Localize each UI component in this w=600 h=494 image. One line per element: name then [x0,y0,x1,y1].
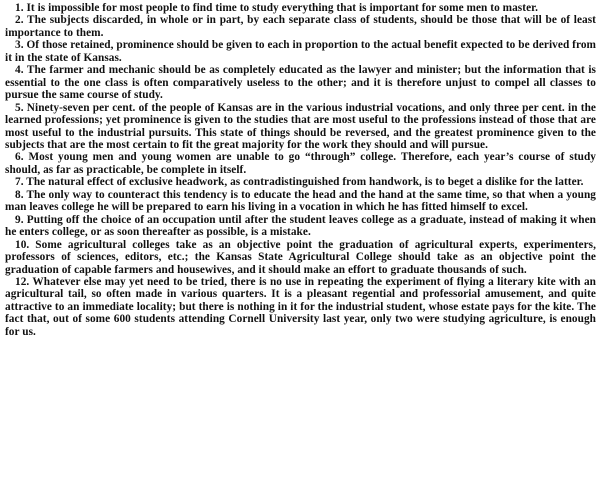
paragraph-8: 8. The only way to counteract this tendency is to educate the head and the hand at the same time, so that when a young man leaves college he will be prepared to earn his living in a vocation in which he has fitted himself to excel. [5,188,596,214]
paragraph-9: 9. Putting off the choice of an occupation until after the student leaves college as a graduate, instead of making it when he enters college, or as soon thereafter as possible, is a mistake. [5,213,596,239]
paragraph-2: 2. The subjects discarded, in whole or in part, by each separate class of students, should be those that will be of least importance to them. [5,14,596,39]
paragraph-10: 10. Some agricultural colleges take as an objective point the graduation of agricultural experts, experimenters, professors of sciences, editors, etc.; the Kansas State Agricultural College should take as an objective point the graduation of capable farmers and housewives, and it should make an effort to graduate thousands of such. [5,238,596,276]
paragraph-1: 1. It is impossible for most people to find time to study everything that is important for some men to master. [15,2,539,14]
paragraph-12: 12. Whatever else may yet need to be tried, there is no use in repeating the experiment of flying a literary kite with an agricultural tail, so often made in various quarters. It is a pleasant regential and professorial amusement, and quite attractive to an immediate locality; but there is nothing in it for the industrial student, whose estate pays for the kite. The fact that, out of some 600 students attending Cornell University last year, only two were studying agriculture, is enough for us. [5,275,596,338]
paragraph-4: 4. The farmer and mechanic should be as completely educated as the lawyer and minister; but the information that is essential to the one class is often comparatively useless to the other; and it is therefore unjust to compel all classes to pursue the same course of study. [5,64,596,102]
paragraph-5: 5. Ninety-seven per cent. of the people of Kansas are in the various industrial vocations, and only three per cent. in the learned professions; yet prominence is given to the studies that are most useful to the professions instead of those that are most useful to the industrial pursuits. This state of things should be reversed, and the greatest prominence given to the subjects that are the most certain to fit the great majority for the work they should and will pursue. [5,101,596,151]
paragraph-7: 7. The natural effect of exclusive headwork, as contradistinguished from handwork, is to beget a dislike for the latter. [15,176,584,189]
paragraph-3: 3. Of those retained, prominence should be given to each in proportion to the actual benefit expected to be derived from it in the state of Kansas. [5,39,596,64]
paragraph-6: 6. Most young men and young women are unable to go “through” college. Therefore, each year’s course of study should, as far as practicable, be complete in itself. [5,151,596,176]
